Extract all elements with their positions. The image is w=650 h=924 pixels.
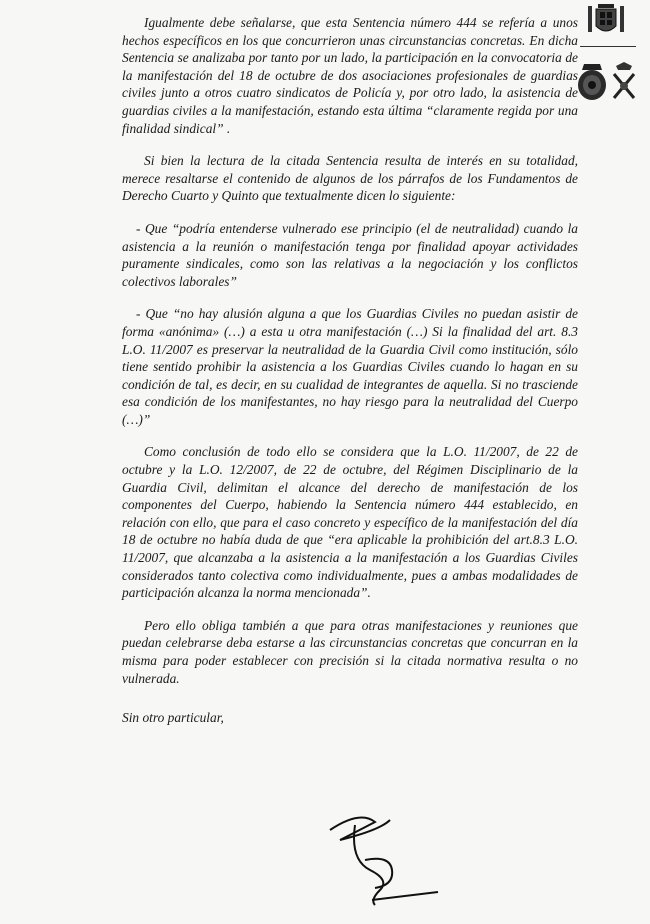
paragraph-otras-manifestaciones: Pero ello obliga también a que para otras manifestaciones y reuniones que puedan celebrarse deba estarse a las circunstancias concretas que concurran en la misma para poder establecer con precisión si la citada normativa resulta o no vulnerada. xyxy=(122,617,578,686)
paragraph-sentencia-444: Igualmente debe señalarse, que esta Sentencia número 444 se refería a unos hechos específicos en los que concurrieron unas circunstancias concretas. En dicha Sentencia se analizaba por tanto por un lado, la participación en la convocatoria de la manifestación del 18 de octubre de dos asociaciones profesionales de guardias civiles junto a otros cuatro sindicatos de Policía y, por otro lado, la asistencia de guardias civiles a la manifestación, estando esta última “claramente regida por una finalidad sindical” . xyxy=(122,15,578,136)
quote-anonima: - Que “no hay alusión alguna a que los Guardias Civiles no puedan asistir de forma «anónima» (…) a esta u otra manifestación (…) Si la finalidad del art. 8.3 L.O. 11/2007 es preservar la neutralidad de la Guardia Civil como institución, sólo tiene sentido prohibir la asistencia a los Guardias Civiles cuando lo hagan en su condición de tal, es decir, en su cualidad de integrantes de aquella. Si no trasciende esa condición de los manifestantes, no hay riesgo para la neutralidad del Cuerpo (…)” xyxy=(122,306,578,427)
quote-neutralidad: - Que “podría entenderse vulnerado ese principio (el de neutralidad) cuando la asistencia a la reunión o manifestación tenga por finalidad apoyar actividades puramente sindicales, como son las relativas a la negociación y los conflictos colectivos laborales” xyxy=(122,220,578,289)
closing-line: Sin otro particular, xyxy=(122,710,224,726)
handwritten-signature xyxy=(320,800,440,910)
crown-emblem-icon xyxy=(574,58,610,104)
paragraph-fundamentos: Si bien la lectura de la citada Sentencia resulta de interés en su totalidad, merece resaltarse el contenido de algunos de los párrafos de los Fundamentos de Derecho Cuarto y Quinto que textualmente dicen lo siguiente: xyxy=(122,153,578,204)
spain-coat-of-arms-icon xyxy=(582,0,630,40)
paragraph-conclusion: Como conclusión de todo ello se considera que la L.O. 11/2007, de 22 de octubre y la L.O. 12/2007, de 22 de octubre, del Régimen Disciplinario de la Guardia Civil, delimitan el alcance del derecho de manifestación de los componentes del Cuerpo, habiendo la Sentencia número 444 establecido, en relación con ello, que para el caso concreto y específico de la manifestación del día 18 de octubre no había duda de que “era aplicable la prohibición del art.8.3 L.O. 11/2007, que alcanzaba a la asistencia a la manifestación a los Guardias Civiles considerados tanto colectiva como individualmente, pues a ambas modalidades de participación alcanza la norma mencionada”. xyxy=(122,444,578,601)
guardia-civil-emblem-icon xyxy=(610,58,638,104)
header-divider xyxy=(580,46,636,47)
letter-body xyxy=(122,14,578,742)
